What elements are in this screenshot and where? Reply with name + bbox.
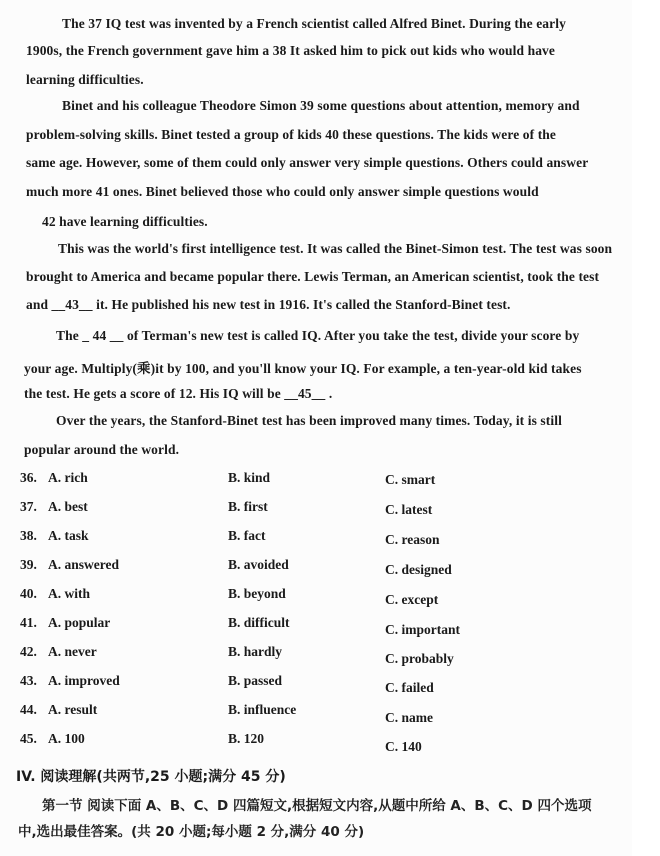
passage-line: 1900s, the French government gave him a 38 It asked him to pick out kids who would have: [26, 43, 555, 58]
question-number: 38.: [20, 528, 37, 543]
option-a: A. with: [48, 586, 91, 601]
passage-line: much more 41 ones. Binet believed those who could only answer simple questions would: [26, 184, 539, 199]
question-number: 39.: [20, 557, 37, 572]
option-b: B. influence: [228, 702, 297, 717]
section-title: IV. 阅读理解(共两节,25 小题;满分 45 分): [16, 769, 286, 785]
option-c: C. smart: [385, 472, 436, 487]
question-number: 42.: [20, 644, 37, 659]
option-b: B. fact: [228, 528, 266, 543]
section-instructions: 中,选出最佳答案。(共 20 小题;每小题 2 分,满分 40 分): [18, 824, 365, 840]
passage-line: The _ 44 __ of Terman's new test is called IQ. After you take the test, divide your score by: [56, 328, 580, 343]
option-c: C. designed: [385, 562, 452, 577]
question-number: 40.: [20, 586, 37, 601]
passage-line: Over the years, the Stanford-Binet test has been improved many times. Today, it is still: [56, 413, 562, 428]
option-a: A. never: [48, 644, 97, 659]
question-number: 41.: [20, 615, 37, 630]
option-a: A. result: [48, 702, 98, 717]
question-number: 45.: [20, 731, 37, 746]
option-a: A. answered: [48, 557, 120, 572]
option-a: A. best: [48, 499, 88, 514]
passage-line: 42 have learning difficulties.: [42, 214, 208, 229]
passage-line: same age. However, some of them could only answer very simple questions. Others could answer: [26, 155, 589, 170]
option-b: B. hardly: [228, 644, 283, 659]
option-b: B. first: [228, 499, 268, 514]
passage-line: the test. He gets a score of 12. His IQ will be __45__ .: [24, 386, 333, 401]
passage-line: The 37 IQ test was invented by a French scientist called Alfred Binet. During the early: [62, 16, 566, 31]
option-b: B. 120: [228, 731, 265, 746]
passage-line: popular around the world.: [24, 442, 180, 457]
section-instructions: 第一节 阅读下面 A、B、C、D 四篇短文,根据短文内容,从题中所给 A、B、C、D 四个选项: [42, 798, 592, 814]
option-b: B. passed: [228, 673, 283, 688]
passage-line: Binet and his colleague Theodore Simon 39 some questions about attention, memory and: [62, 98, 580, 113]
option-a: A. rich: [48, 470, 88, 485]
option-c: C. 140: [385, 739, 422, 754]
option-a: A. task: [48, 528, 89, 543]
option-b: B. kind: [228, 470, 271, 485]
passage-line: and __43__ it. He published his new test in 1916. It's called the Stanford-Binet test.: [26, 297, 511, 312]
question-number: 36.: [20, 470, 37, 485]
option-c: C. latest: [385, 502, 433, 517]
option-c: C. probably: [385, 651, 454, 666]
option-b: B. beyond: [228, 586, 286, 601]
option-c: C. name: [385, 710, 433, 725]
passage-line: This was the world's first intelligence test. It was called the Binet-Simon test. The test was soon: [58, 241, 613, 256]
passage-line: problem-solving skills. Binet tested a group of kids 40 these questions. The kids were of the: [26, 127, 556, 142]
option-b: B. avoided: [228, 557, 289, 572]
option-c: C. failed: [385, 680, 434, 695]
option-a: A. popular: [48, 615, 111, 630]
passage-line: learning difficulties.: [26, 72, 144, 87]
passage-line: your age. Multiply(乘)it by 100, and you'll know your IQ. For example, a ten-year-old kid takes: [24, 361, 582, 376]
question-number: 43.: [20, 673, 37, 688]
option-a: A. improved: [48, 673, 120, 688]
passage-line: brought to America and became popular there. Lewis Terman, an American scientist, took the test: [26, 269, 600, 284]
option-c: C. important: [385, 622, 460, 637]
option-b: B. difficult: [228, 615, 290, 630]
option-c: C. reason: [385, 532, 440, 547]
question-number: 44.: [20, 702, 37, 717]
option-c: C. except: [385, 592, 439, 607]
option-a: A. 100: [48, 731, 85, 746]
question-number: 37.: [20, 499, 37, 514]
